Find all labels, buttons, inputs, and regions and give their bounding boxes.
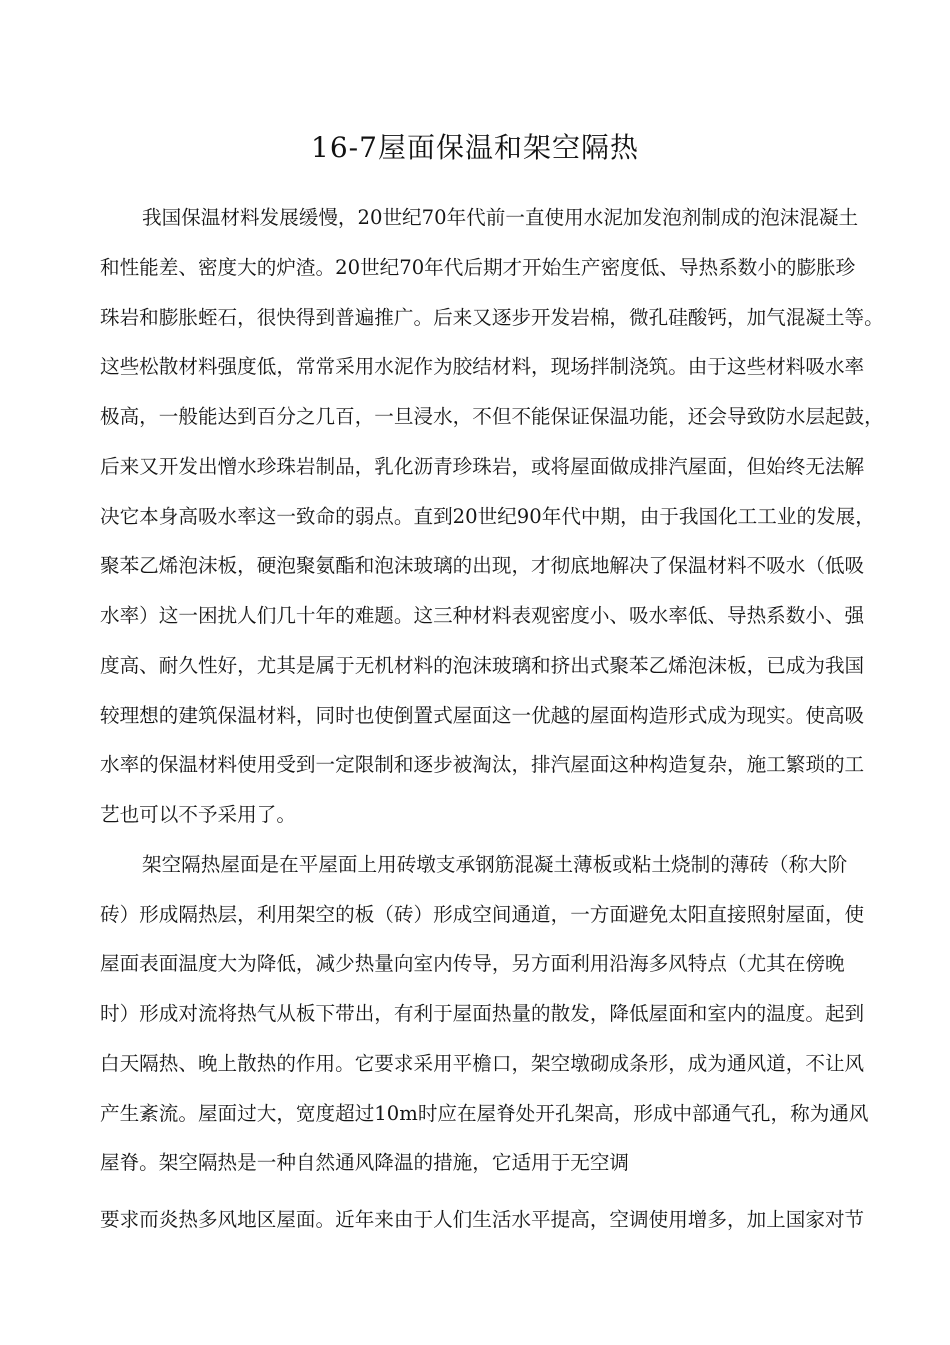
text-line: 产生紊流。屋面过大，宽度超过10m时应在屋脊处开孔架高，形成中部通气孔，称为通风 (100, 1102, 869, 1125)
text-line: 珠岩和膨胀蛭石，很快得到普遍推广。后来又逐步开发岩棉，微孔硅酸钙，加气混凝土等。 (100, 306, 884, 329)
text-line: 这些松散材料强度低，常常采用水泥作为胶结材料，现场拌制浇筑。由于这些材料吸水率 (100, 355, 865, 378)
text-line: 较理想的建筑保温材料，同时也使倒置式屋面这一优越的屋面构造形式成为现实。使高吸 (100, 704, 865, 727)
text-line: 我国保温材料发展缓慢，20世纪70年代前一直使用水泥加发泡剂制成的泡沫混凝土 (142, 206, 859, 229)
text-line: 砖）形成隔热层，利用架空的板（砖）形成空间通道，一方面避免太阳直接照射屋面，使 (100, 903, 865, 926)
text-line: 屋脊。架空隔热是一种自然通风降温的措施，它适用于无空调 (100, 1151, 630, 1174)
text-line: 度高、耐久性好，尤其是属于无机材料的泡沫玻璃和挤出式聚苯乙烯泡沫板，已成为我国 (100, 654, 865, 677)
text-line: 极高，一般能达到百分之几百，一旦浸水，不但不能保证保温功能，还会导致防水层起鼓， (100, 405, 884, 428)
text-line: 艺也可以不予采用了。 (100, 803, 296, 826)
text-line: 白天隔热、晚上散热的作用。它要求采用平檐口，架空墩砌成条形，成为通风道，不让风 (100, 1052, 865, 1075)
text-line: 屋面表面温度大为降低，减少热量向室内传导，另方面利用沿海多风特点（尤其在傍晚 (100, 952, 845, 975)
text-line: 时）形成对流将热气从板下带出，有利于屋面热量的散发，降低屋面和室内的温度。起到 (100, 1002, 865, 1025)
text-line: 水率）这一困扰人们几十年的难题。这三种材料表观密度小、吸水率低、导热系数小、强 (100, 604, 865, 627)
text-line: 聚苯乙烯泡沫板，硬泡聚氨酯和泡沫玻璃的出现，才彻底地解决了保温材料不吸水（低吸 (100, 554, 865, 577)
text-line: 和性能差、密度大的炉渣。20世纪70年代后期才开始生产密度低、导热系数小的膨胀珍 (100, 256, 856, 279)
text-line: 水率的保温材料使用受到一定限制和逐步被淘汰，排汽屋面这种构造复杂，施工繁琐的工 (100, 753, 865, 776)
text-line: 架空隔热屋面是在平屋面上用砖墩支承钢筋混凝土薄板或粘土烧制的薄砖（称大阶 (142, 853, 848, 876)
text-line: 决它本身高吸水率这一致命的弱点。直到20世纪90年代中期，由于我国化工工业的发展， (100, 505, 875, 528)
text-line: 要求而炎热多风地区屋面。近年来由于人们生活水平提高，空调使用增多，加上国家对节 (100, 1208, 865, 1231)
document-title: 16-7屋面保温和架空隔热 (311, 131, 639, 164)
text-line: 后来又开发出憎水珍珠岩制品，乳化沥青珍珠岩，或将屋面做成排汽屋面，但始终无法解 (100, 455, 865, 478)
